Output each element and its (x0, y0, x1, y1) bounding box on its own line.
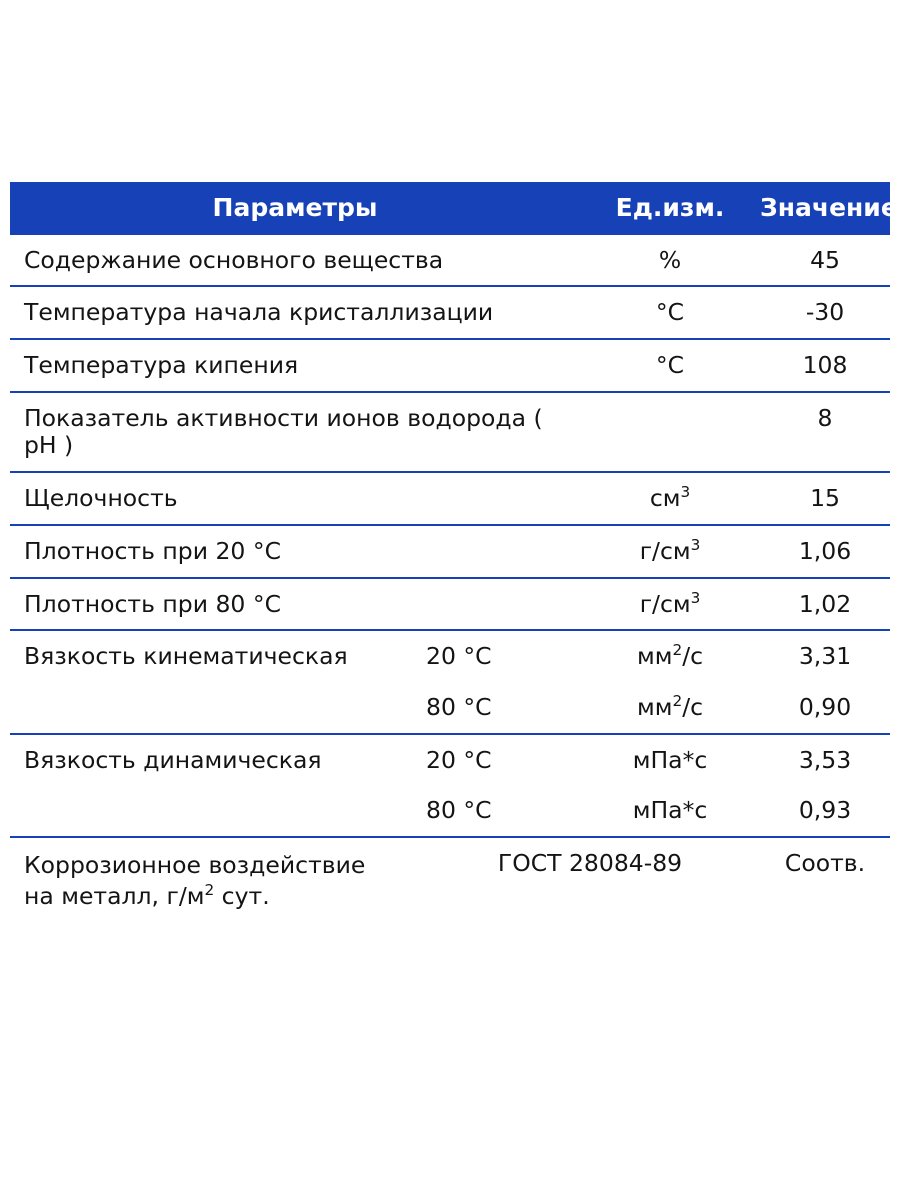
row-value: -30 (760, 286, 890, 339)
row-unit (580, 785, 760, 837)
row-parameter: Содержание основного вещества (10, 235, 580, 287)
table-row (10, 339, 890, 392)
row-parameter: Показатель активности ионов водорода ( pH ) (10, 392, 580, 472)
column-header-value: Значение (760, 182, 890, 235)
row-parameter: Щелочность (10, 472, 580, 525)
unit-base: мм (637, 642, 673, 671)
unit-base: г/см (639, 589, 691, 618)
unit-tail: /с (682, 642, 704, 671)
row-parameter: Плотность при 20 °C (10, 525, 580, 578)
unit-superscript: 3 (690, 535, 701, 554)
row-subcondition: 80 °C (420, 785, 580, 837)
row-unit: °C (580, 339, 760, 392)
table-body (10, 235, 890, 923)
row-unit: °C (580, 286, 760, 339)
row-value: 3,53 (798, 745, 852, 774)
row-parameter: Температура начала кристаллизации (10, 286, 580, 339)
table-header-row (10, 182, 890, 235)
row-standard-reference: ГОСТ 28084-89 (497, 849, 683, 878)
row-value: Соотв. (784, 849, 866, 878)
table-row (10, 785, 890, 837)
row-unit (580, 734, 760, 786)
row-unit: % (580, 235, 760, 287)
unit-superscript: 3 (680, 483, 691, 502)
table-row (10, 286, 890, 339)
column-header-parameter: Параметры (10, 182, 580, 235)
unit-base: см (649, 484, 681, 513)
unit-superscript: 3 (690, 588, 701, 607)
row-parameter: Вязкость кинематическая (24, 642, 348, 671)
row-value: 0,90 (760, 682, 890, 734)
unit-superscript: 2 (672, 692, 683, 711)
unit-base: мм (637, 692, 673, 721)
row-parameter: Вязкость динамическая (24, 745, 322, 774)
row-subcondition: 20 °C (426, 745, 492, 774)
row-value: 8 (760, 392, 890, 472)
table-row (10, 734, 890, 786)
row-value: 45 (760, 235, 890, 287)
row-parameter (10, 837, 420, 922)
row-subcondition: 20 °C (426, 642, 492, 671)
unit-base: г/см (639, 536, 691, 565)
row-unit (580, 682, 760, 734)
unit-tail: /с (682, 692, 704, 721)
row-unit (580, 472, 760, 525)
row-value: 0,93 (760, 785, 890, 837)
row-parameter (10, 785, 420, 837)
row-value: 108 (760, 339, 890, 392)
row-value: 1,06 (760, 525, 890, 578)
unit-superscript: 2 (672, 641, 683, 660)
row-value: 15 (760, 472, 890, 525)
row-unit (580, 525, 760, 578)
table-row (10, 525, 890, 578)
unit-base: мПа*с (632, 745, 708, 774)
row-unit (580, 578, 760, 631)
row-parameter-superscript: 2 (204, 880, 215, 899)
table-header (10, 182, 898, 235)
row-parameter: Температура кипения (10, 339, 580, 392)
specification-table (10, 182, 898, 922)
unit-base: мПа*с (632, 796, 708, 825)
column-header-unit: Ед.изм. (580, 182, 760, 235)
row-value: 1,02 (760, 578, 890, 631)
table-row (10, 235, 890, 287)
row-value: 3,31 (798, 642, 852, 671)
table-row (10, 837, 890, 922)
row-parameter (10, 682, 420, 734)
table-row (10, 630, 890, 682)
row-unit (580, 392, 760, 472)
row-parameter-line1: Коррозионное воздействие (24, 851, 366, 880)
row-parameter-line2: на металл, г/м (24, 881, 205, 910)
table-row (10, 392, 890, 472)
table-row (10, 682, 890, 734)
table-row (10, 472, 890, 525)
row-parameter-line2-tail: сут. (214, 881, 270, 910)
table-row (10, 578, 890, 631)
row-parameter: Плотность при 80 °C (10, 578, 580, 631)
row-unit (580, 630, 760, 682)
row-subcondition: 80 °C (420, 682, 580, 734)
